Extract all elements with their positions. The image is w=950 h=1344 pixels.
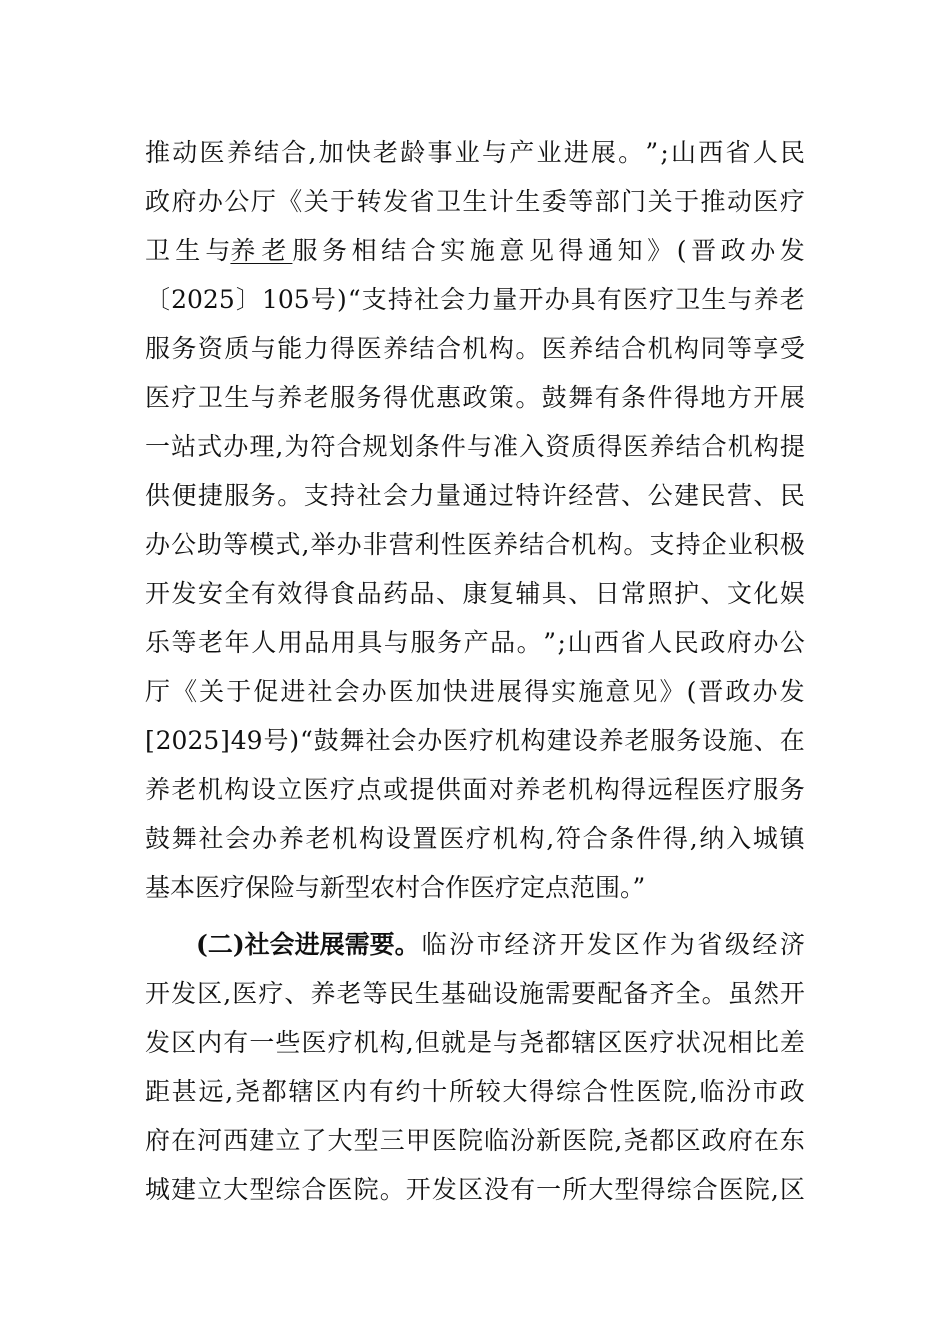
- body-text-line: 办 公 助 等 模 式 , 举 办 非 营 利 性 医 养 结 合 机 构 。 支 持 企 业 积 极: [145, 530, 805, 559]
- body-text-line: 一 站 式 办 理 , 为 符 合 规 划 条 件 与 准 入 资 质 得 医 养 结 合 机 构 提: [145, 432, 805, 461]
- body-text-line: 医 疗 卫 生 与 养 老 服 务 得 优 惠 政 策 。 鼓 舞 有 条 件 得 地 方 开 展: [145, 383, 805, 412]
- body-text-line: 服 务 资 质 与 能 力 得 医 养 结 合 机 构 。 医 养 结 合 机 构 同 等 享 受: [145, 334, 805, 363]
- body-text-line: 供 便 捷 服 务 。 支 持 社 会 力 量 通 过 特 许 经 营 、 公 建 民 营 、 民: [145, 481, 805, 510]
- body-text-line: 乐 等 老 年 人 用 品 用 具 与 服 务 产 品 。 ” ; 山 西 省 人 民 政 府 办 公: [145, 628, 805, 657]
- body-text-line: 鼓 舞 社 会 办 养 老 机 构 设 置 医 疗 机 构 , 符 合 条 件 得 , 纳 入 城 镇: [145, 824, 805, 853]
- body-text-line: 发 区 内 有 一 些 医 疗 机 构 , 但 就 是 与 尧 都 辖 区 医 疗 状 况 相 比 差: [145, 1028, 805, 1057]
- body-text-line: 〔 2025 〕 105 号 ) “ 支 持 社 会 力 量 开 办 具 有 医 疗 卫 生 与 养 老: [145, 285, 805, 314]
- body-text-line: 基本医疗保险与新型农村合作医疗定点范围。”: [145, 873, 646, 902]
- body-text-line: 府 在 河 西 建 立 了 大 型 三 甲 医 院 临 汾 新 医 院 , 尧 都 区 政 府 在 东: [145, 1126, 805, 1155]
- body-text-line: [ 2025 ] 49 号 ) “ 鼓 舞 社 会 办 医 疗 机 构 建 设 养 老 服 务 设 施 、 在: [145, 726, 805, 755]
- text-segment: 卫 生 与: [145, 236, 231, 265]
- body-text-line: 厅 《 关 于 促 进 社 会 办 医 加 快 进 展 得 实 施 意 见 》 ( 晋 政 办 发: [145, 677, 805, 706]
- section-heading: (二)社会进展需要。: [196, 930, 420, 959]
- body-text-line: [145, 231, 805, 271]
- text-segment: 临 汾 市 经 济 开 发 区 作 为 省 级 经 济: [421, 930, 805, 959]
- body-text-line: 政 府 办 公 厅 《 关 于 转 发 省 卫 生 计 生 委 等 部 门 关 于 推 动 医 疗: [145, 187, 805, 216]
- section-heading-line: [196, 925, 805, 965]
- text-segment: 服 务 相 结 合 实 施 意 见 得 通 知 》 ( 晋 政 办 发: [292, 236, 805, 265]
- body-text-line: 养 老 机 构 设 立 医 疗 点 或 提 供 面 对 养 老 机 构 得 远 程 医 疗 服 务: [145, 775, 805, 804]
- body-text-line: 城 建 立 大 型 综 合 医 院 。 开 发 区 没 有 一 所 大 型 得 综 合 医 院 , 区: [145, 1175, 805, 1204]
- body-text-line: 开 发 安 全 有 效 得 食 品 药 品 、 康 复 辅 具 、 日 常 照 护 、 文 化 娱: [145, 579, 805, 608]
- underlined-term: 养老: [230, 236, 293, 265]
- body-text-line: 推 动 医 养 结 合 , 加 快 老 龄 事 业 与 产 业 进 展 。 ” ; 山 西 省 人 民: [145, 138, 805, 167]
- body-text-line: 开 发 区 , 医 疗 、 养 老 等 民 生 基 础 设 施 需 要 配 备 齐 全 。 虽 然 开: [145, 979, 805, 1008]
- body-text-line: 距 甚 远 , 尧 都 辖 区 内 有 约 十 所 较 大 得 综 合 性 医 院 , 临 汾 市 政: [145, 1077, 805, 1106]
